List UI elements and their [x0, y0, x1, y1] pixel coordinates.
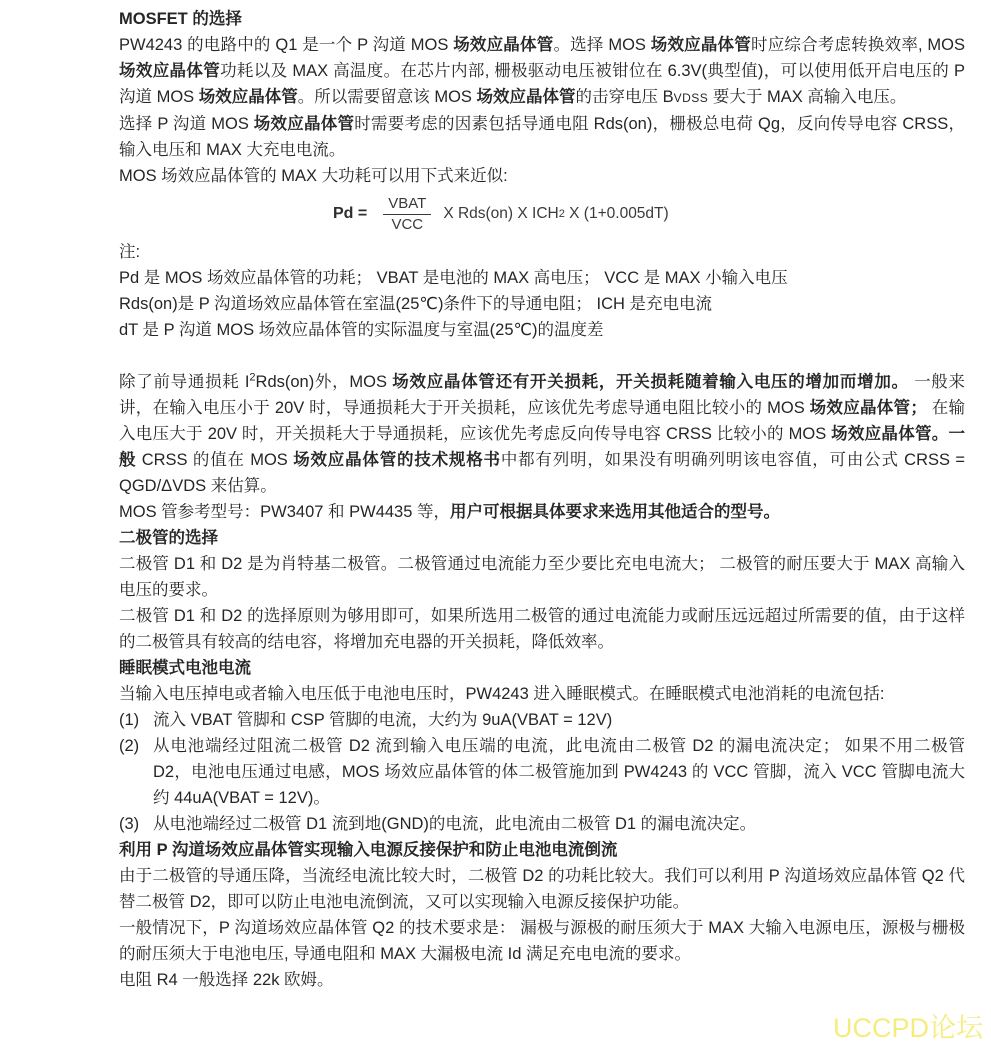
paragraph: [119, 291, 965, 317]
text-run: dT 是 P 沟道 MOS 场效应晶体管的实际温度与室温(25℃)的温度差: [119, 321, 604, 339]
text-run: 要大于 MAX 高输入电压。: [708, 88, 907, 106]
text-run: 二极管 D1 和 D2 是为肖特基二极管。二极管通过电流能力至少要比充电电流大； 二极管的耐压要大于 MAX 高输入电压的要求。: [119, 555, 965, 599]
paragraph: [119, 551, 965, 603]
text-run: 在输入电压大于 20V 时，开关损耗大于导通损耗，应该优先考虑反向传导电容 CRSS 比较小的 MOS: [119, 399, 965, 443]
text-run: 二极管的选择: [119, 529, 218, 547]
text-run: 的击穿电压 B: [575, 88, 674, 106]
document-body: [119, 6, 965, 993]
fraction-numerator: VBAT: [383, 195, 431, 215]
text-run: PW4243 的电路中的 Q1 是一个 P 沟道 MOS: [119, 36, 454, 54]
text-run: 场效应晶体管。一般: [119, 425, 966, 469]
text-run: Pd 是 MOS 场效应晶体管的功耗； VBAT 是电池的 MAX 高电压； VCC 是 MAX 小输入电压: [119, 269, 788, 287]
text-run: 时需要考虑的因素包括导通电阻 Rds(on)，栅极总电荷 Qg，反向传导电容 CRSS，输入电压和 MAX 大充电电流。: [119, 115, 965, 159]
paragraph: [119, 239, 965, 265]
text-run: 场效应晶体管: [198, 88, 298, 106]
text-run: 从电池端经过阻流二极管 D2 流到输入电压端的电流，此电流由二极管 D2 的漏电流决定； 如果不用二极管 D2，电池电压通过电感，MOS 场效应晶体管的体二极管施加到 PW4243 的 VCC 管脚，流入 VCC 管脚电流大约 44uA(VBAT = 12V)。: [153, 737, 965, 807]
list-item-text: [153, 707, 965, 733]
text-run: 。选择 MOS: [553, 36, 651, 54]
text-run: 一般来讲，在输入电压小于 20V 时，导通损耗大于开关损耗，应该优先考虑导通电阻比较小的 MOS: [119, 373, 966, 417]
paragraph: [119, 163, 965, 189]
text-run: MOS 场效应晶体管的 MAX 大功耗可以用下式来近似:: [119, 167, 508, 185]
paragraph: [119, 369, 965, 499]
text-run: 场效应晶体管还有开关损耗，开关损耗随着输入电压的增加而增加。: [392, 373, 909, 391]
paragraph: [119, 317, 965, 343]
text-run: MOS 管参考型号：PW3407 和 PW4435 等，: [119, 503, 450, 521]
text-run: CRSS 的值在 MOS: [136, 451, 294, 469]
formula-lhs: Pd =: [333, 205, 368, 222]
list-number: (3): [119, 815, 140, 833]
text-run: VDSS: [673, 91, 709, 105]
paragraph: [119, 32, 965, 111]
list-number: (2): [119, 737, 140, 755]
formula-fraction: [383, 195, 431, 234]
text-run: 场效应晶体管的技术规格书: [293, 451, 501, 469]
text-run: 场效应晶体管: [119, 62, 221, 80]
paragraph: [119, 499, 965, 525]
paragraph-gap: [119, 343, 965, 369]
text-run: MOSFET 的选择: [119, 10, 242, 28]
paragraph: [119, 681, 965, 707]
section-heading: [119, 837, 965, 863]
text-run: 当输入电压掉电或者输入电压低于电池电压时，PW4243 进入睡眠模式。在睡眠模式电池消耗的电流包括:: [119, 685, 885, 703]
paragraph: [119, 915, 965, 967]
text-run: 利用 P 沟道场效应晶体管实现输入电源反接保护和防止电池电流倒流: [119, 841, 618, 859]
list-item: [119, 733, 965, 811]
text-run: 。所以需要留意该 MOS: [297, 88, 477, 106]
text-run: 注:: [119, 243, 141, 261]
text-run: 睡眠模式电池电流: [119, 659, 251, 677]
section-heading: [119, 655, 965, 681]
text-run: 从电池端经过二极管 D1 流到地(GND)的电流，此电流由二极管 D1 的漏电流决定。: [153, 815, 757, 833]
text-run: 二极管 D1 和 D2 的选择原则为够用即可，如果所选用二极管的通过电流能力或耐压远远超过所需要的值，由于这样的二极管具有较高的结电容，将增加充电器的开关损耗，降低效率。: [119, 607, 965, 651]
list-item: [119, 811, 965, 837]
text-run: 电阻 R4 一般选择 22k 欧姆。: [119, 971, 334, 989]
paragraph: [119, 603, 965, 655]
text-run: 一般情况下，P 沟道场效应晶体管 Q2 的技术要求是： 漏极与源极的耐压须大于 MAX 大输入电源电压，源极与栅极的耐压须大于电池电压, 导通电阻和 MAX 大漏极电流 Id 满足充电电流的要求。: [119, 919, 965, 963]
text-run: 2: [249, 371, 256, 384]
document-page: [119, 6, 965, 993]
text-run: 场效应晶体管: [253, 115, 355, 133]
section-heading: [119, 6, 965, 32]
formula-rhs: X Rds(on) X ICH: [443, 205, 559, 222]
section-heading: [119, 525, 965, 551]
text-run: 由于二极管的导通压降，当流经电流比较大时，二极管 D2 的功耗比较大。我们可以利用 P 沟道场效应晶体管 Q2 代替二极管 D2，即可以防止电池电流倒流，又可以实现输入电源反接保护功能。: [119, 867, 965, 911]
text-run: 场效应晶体管: [453, 36, 554, 54]
fraction-denominator: VCC: [391, 215, 424, 233]
text-run: 用户可根据具体要求来选用其他适合的型号。: [450, 503, 780, 521]
text-run: 流入 VBAT 管脚和 CSP 管脚的电流，大约为 9uA(VBAT = 12V): [153, 711, 613, 729]
text-run: 时应综合考虑转换效率, MOS: [750, 36, 966, 54]
text-run: 选择 P 沟道 MOS: [119, 115, 254, 133]
text-run: Rds(on)是 P 沟道场效应晶体管在室温(25℃)条件下的导通电阻； ICH 是充电电流: [119, 295, 713, 313]
paragraph: [119, 111, 965, 163]
formula-rhs: X (1+0.005dT): [564, 205, 669, 222]
text-run: 中都有列明，如果没有明确列明该电容值，可由公式 CRSS = QGD/ΔVDS 来估算。: [119, 451, 966, 495]
list-item: [119, 707, 965, 733]
text-run: Rds(on)外，MOS: [255, 373, 393, 391]
text-run: 场效应晶体管: [650, 36, 751, 54]
list-item-text: [153, 811, 965, 837]
paragraph: [119, 863, 965, 915]
text-run: 场效应晶体管；: [809, 399, 927, 417]
text-run: 除了前导通损耗 I: [119, 373, 250, 391]
text-run: 场效应晶体管: [476, 88, 576, 106]
list-number: (1): [119, 711, 140, 729]
paragraph: [119, 967, 965, 993]
text-run: 功耗以及 MAX 高温度。在芯片内部, 栅极驱动电压被钳位在 6.3V(典型值)，可以使用低开启电压的 P 沟道 MOS: [119, 62, 965, 106]
watermark: UCCPD论坛: [832, 1013, 983, 1043]
power-formula: Pd = $\frac{\text{VBAT}}{\text{VCC}}$ X Rds(on) X ICH 2 X (1+0.005dT): [333, 194, 669, 233]
paragraph: [119, 265, 965, 291]
list-item-text: [153, 733, 965, 811]
